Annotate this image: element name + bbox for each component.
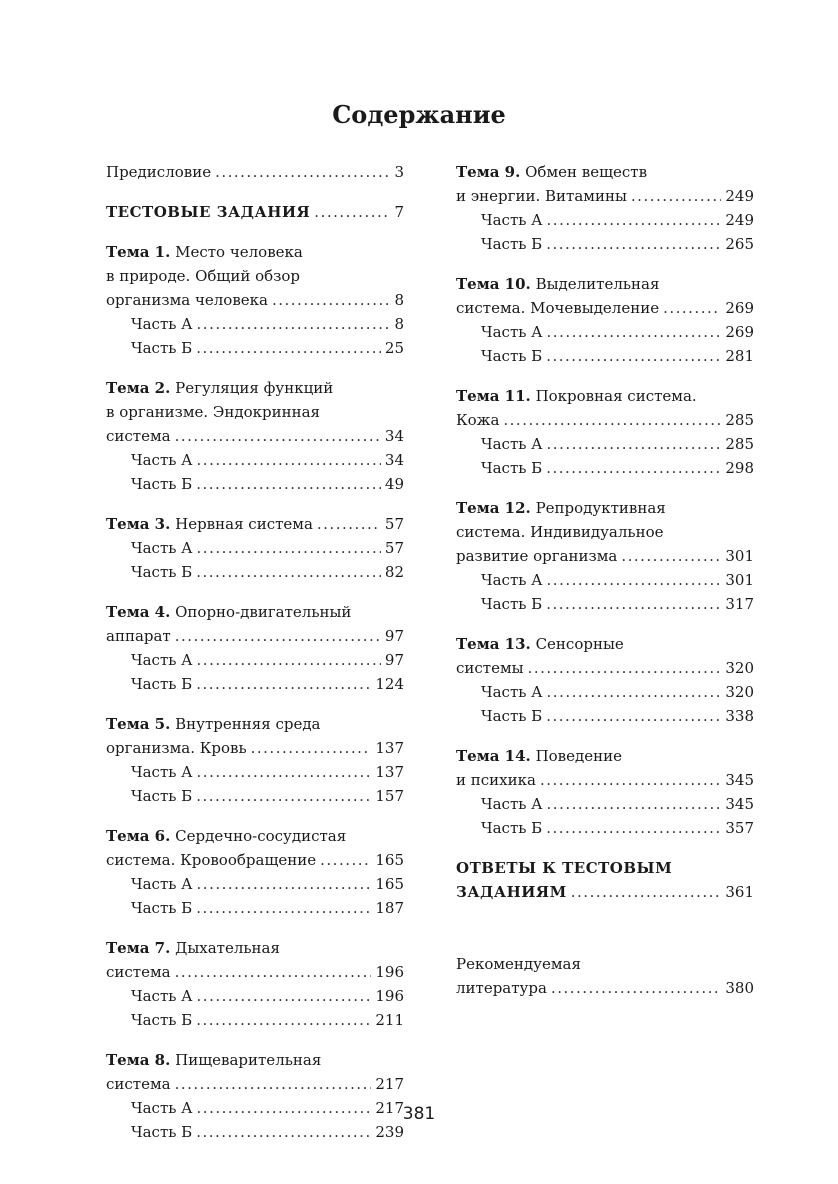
- toc-entry-label: Часть Б: [131, 787, 193, 805]
- toc-line: [106, 624, 404, 648]
- toc-line: [106, 824, 404, 848]
- toc-subentry-part-b[interactable]: [456, 344, 754, 368]
- toc-line: [456, 656, 754, 680]
- toc-page-number: 34: [384, 427, 404, 445]
- toc-entry-label: [456, 744, 622, 768]
- topic-title: Обмен веществ: [525, 163, 648, 181]
- toc-page-number: 269: [725, 323, 754, 341]
- toc-entry-label: [106, 848, 316, 872]
- toc-leader-dots: [663, 296, 721, 320]
- topic-title: Пищеварительная: [175, 1051, 322, 1069]
- toc-entry-label: [456, 520, 663, 544]
- topic-title: организма человека: [106, 291, 268, 309]
- toc-leader-dots: [546, 456, 721, 480]
- toc-leader-dots: [317, 512, 381, 536]
- topic-title: Репродуктивная: [535, 499, 666, 517]
- toc-line: [106, 736, 404, 760]
- toc-leader-dots: [546, 344, 721, 368]
- toc-entry-topic-2[interactable]: [106, 376, 404, 496]
- toc-page-number: 239: [375, 1123, 404, 1141]
- toc-leader-dots: [197, 648, 381, 672]
- toc-line: [106, 936, 404, 960]
- toc-line: [456, 496, 754, 520]
- toc-line: [456, 744, 754, 768]
- topic-title: Место человека: [175, 243, 303, 261]
- toc-page-number: 165: [375, 851, 404, 869]
- toc-leader-dots: [547, 680, 722, 704]
- toc-line: [456, 520, 754, 544]
- toc-leader-dots: [546, 816, 721, 840]
- toc-leader-dots: [547, 792, 722, 816]
- toc-entry-label: Часть А: [131, 539, 193, 557]
- topic-title: Внутренняя среда: [175, 715, 321, 733]
- topic-title: система: [106, 427, 171, 445]
- toc-subentry-part-a[interactable]: [456, 792, 754, 816]
- toc-leader-dots: [551, 976, 721, 1000]
- toc-entry-label: [456, 160, 647, 184]
- toc-entry-label: [456, 296, 659, 320]
- toc-entry-label: Часть А: [481, 571, 543, 589]
- topic-number: Тема 11.: [456, 387, 531, 405]
- toc-subentry-part-a[interactable]: [106, 448, 404, 472]
- toc-entry-label: Часть Б: [131, 475, 193, 493]
- toc-subentry-part-a[interactable]: [456, 208, 754, 232]
- toc-entry-label: [106, 1048, 321, 1072]
- toc-leader-dots: [175, 624, 381, 648]
- toc-entry-topic-6[interactable]: [106, 824, 404, 920]
- toc-page-number: 281: [725, 347, 754, 365]
- toc-entry-label: [456, 184, 627, 208]
- toc-line: [456, 160, 754, 184]
- toc-line: [456, 632, 754, 656]
- toc-column-right: [456, 160, 754, 1000]
- toc-leader-dots: [197, 760, 372, 784]
- toc-gap: [106, 360, 404, 376]
- topic-title: и психика: [456, 771, 536, 789]
- toc-page-number: 124: [375, 675, 404, 693]
- toc-entry-label: Часть Б: [131, 339, 193, 357]
- toc-entry-label: [106, 936, 280, 960]
- toc-entry-preface[interactable]: [106, 160, 404, 184]
- toc-leader-dots: [571, 880, 722, 904]
- toc-line: [106, 712, 404, 736]
- toc-entry-label: Часть Б: [481, 707, 543, 725]
- toc-gap: [456, 616, 754, 632]
- toc-entry-topic-14[interactable]: [456, 744, 754, 840]
- toc-page-number: 82: [384, 563, 404, 581]
- toc-subentry-part-b[interactable]: [106, 336, 404, 360]
- topic-title: Кожа: [456, 411, 500, 429]
- toc-page-number: 187: [375, 899, 404, 917]
- toc-leader-dots: [197, 448, 381, 472]
- toc-leader-dots: [546, 592, 721, 616]
- toc-page-number: 157: [375, 787, 404, 805]
- toc-entry-label: Часть Б: [131, 675, 193, 693]
- toc-entry-label: [106, 960, 171, 984]
- toc-entry-label: литература: [456, 979, 547, 997]
- toc-gap: [456, 256, 754, 272]
- toc-leader-dots: [547, 208, 722, 232]
- toc-entry-label: [106, 424, 171, 448]
- toc-entry-answers[interactable]: [456, 856, 754, 904]
- toc-page-number: 97: [384, 651, 404, 669]
- toc-gap: [106, 584, 404, 600]
- toc-page-number: 380: [725, 979, 754, 997]
- toc-entry-topic-9[interactable]: [456, 160, 754, 256]
- topic-title: система. Кровообращение: [106, 851, 317, 869]
- toc-subentry-part-b[interactable]: [106, 896, 404, 920]
- toc-subentry-part-a[interactable]: [456, 568, 754, 592]
- toc-subentry-part-a[interactable]: [106, 536, 404, 560]
- page-number: 381: [402, 1104, 436, 1124]
- topic-title: Сердечно-сосудистая: [175, 827, 347, 845]
- toc-page-number: 345: [725, 795, 754, 813]
- toc-gap: [106, 1032, 404, 1048]
- toc-entry-label: Предисловие: [106, 163, 212, 181]
- toc-entry-label: Часть А: [481, 211, 543, 229]
- toc-leader-dots: [320, 848, 371, 872]
- topic-title: Поведение: [535, 747, 622, 765]
- toc-gap: [106, 496, 404, 512]
- toc-leader-dots: [196, 784, 371, 808]
- toc-subentry-part-b[interactable]: [456, 704, 754, 728]
- toc-entry-label: [456, 496, 666, 520]
- topic-number: Тема 14.: [456, 747, 531, 765]
- topic-number: Тема 9.: [456, 163, 521, 181]
- toc-line: [456, 544, 754, 568]
- toc-leader-dots: [314, 200, 390, 224]
- toc-leader-dots: [215, 160, 390, 184]
- toc-page-number: 320: [725, 659, 754, 677]
- toc-page-number: 97: [384, 627, 404, 645]
- toc-page-number: 196: [375, 987, 404, 1005]
- toc-entry-label: Часть А: [131, 451, 193, 469]
- toc-line: [106, 240, 404, 264]
- toc-entry-label: Часть Б: [481, 819, 543, 837]
- toc-leader-dots: [251, 736, 372, 760]
- toc-line: [456, 272, 754, 296]
- toc-line: [106, 600, 404, 624]
- toc-entry-label: [106, 264, 300, 288]
- toc-leader-dots: [196, 1008, 371, 1032]
- toc-entry-label: [106, 624, 171, 648]
- topic-title: Сенсорные: [535, 635, 624, 653]
- topic-number: Тема 6.: [106, 827, 171, 845]
- toc-line: [456, 296, 754, 320]
- topic-title: организма. Кровь: [106, 739, 247, 757]
- toc-leader-dots: [196, 336, 381, 360]
- toc-subentry-part-a[interactable]: [106, 312, 404, 336]
- toc-leader-dots: [547, 320, 722, 344]
- toc-leader-dots: [631, 184, 721, 208]
- toc-entry-label: [106, 736, 247, 760]
- toc-subentry-part-b[interactable]: [106, 672, 404, 696]
- topic-title: и энергии. Витамины: [456, 187, 627, 205]
- toc-page-number: 345: [725, 771, 754, 789]
- toc-entry-label: Часть А: [131, 987, 193, 1005]
- toc-entry-topic-11[interactable]: [456, 384, 754, 480]
- toc-gap: [106, 920, 404, 936]
- toc-line: [106, 960, 404, 984]
- toc-line: [106, 264, 404, 288]
- toc-leader-dots: [197, 536, 381, 560]
- toc-entry-label: ЗАДАНИЯМ: [456, 883, 567, 901]
- toc-page-number: 357: [725, 819, 754, 837]
- toc-line: [106, 288, 404, 312]
- toc-subentry-part-b[interactable]: [106, 784, 404, 808]
- toc-entry-label: Часть А: [131, 1099, 193, 1117]
- toc-entry-label: Часть Б: [481, 235, 543, 253]
- toc-leader-dots: [546, 232, 721, 256]
- toc-page-number: 265: [725, 235, 754, 253]
- toc-leader-dots: [175, 960, 372, 984]
- toc-page-number: 317: [725, 595, 754, 613]
- toc-line: [456, 768, 754, 792]
- toc-subentry-part-b[interactable]: [106, 1008, 404, 1032]
- toc-line: [106, 424, 404, 448]
- toc-entry-topic-4[interactable]: [106, 600, 404, 696]
- toc-entry-topic-3[interactable]: [106, 512, 404, 584]
- toc-page-number: 249: [725, 187, 754, 205]
- page-title: Содержание: [332, 100, 506, 129]
- toc-entry-label: Часть А: [481, 435, 543, 453]
- toc-subentry-part-a[interactable]: [106, 872, 404, 896]
- topic-number: Тема 8.: [106, 1051, 171, 1069]
- toc-line: [106, 400, 404, 424]
- toc-entry-topic-5[interactable]: [106, 712, 404, 808]
- topic-title: в организме. Эндокринная: [106, 403, 321, 421]
- toc-page-number: 196: [375, 963, 404, 981]
- topic-title: в природе. Общий обзор: [106, 267, 301, 285]
- toc-page-number: 7: [394, 203, 404, 221]
- toc-entry-label: Часть Б: [131, 899, 193, 917]
- toc-line: [456, 184, 754, 208]
- toc-column-left: [106, 160, 404, 1144]
- toc-entry-label: Часть Б: [131, 1123, 193, 1141]
- topic-title: Нервная система: [175, 515, 313, 533]
- toc-leader-dots: [540, 768, 721, 792]
- toc-subentry-part-b[interactable]: [106, 472, 404, 496]
- toc-entry-label: ОТВЕТЫ К ТЕСТОВЫМ: [456, 859, 673, 877]
- toc-entry-label: Часть А: [131, 763, 193, 781]
- toc-gap: [456, 368, 754, 384]
- toc-line: [106, 1048, 404, 1072]
- toc-entry-tests[interactable]: [106, 200, 404, 224]
- toc-entry-label: [456, 408, 499, 432]
- topic-number: Тема 13.: [456, 635, 531, 653]
- toc-page-number: 57: [384, 515, 404, 533]
- toc-entry-label: Часть А: [131, 875, 193, 893]
- toc-leader-dots: [175, 424, 381, 448]
- toc-page-number: 137: [375, 763, 404, 781]
- toc-page-number: 8: [394, 315, 404, 333]
- toc-entry-label: Часть А: [481, 683, 543, 701]
- toc-gap: [106, 696, 404, 712]
- toc-entry-topic-8[interactable]: [106, 1048, 404, 1144]
- toc-leader-dots: [197, 312, 391, 336]
- toc-entry-label: ТЕСТОВЫЕ ЗАДАНИЯ: [106, 203, 311, 221]
- toc-page-number: 301: [725, 547, 754, 565]
- toc-entry-literature[interactable]: [456, 952, 754, 1000]
- topic-number: Тема 4.: [106, 603, 171, 621]
- toc-page-number: 57: [384, 539, 404, 557]
- toc-line: [106, 512, 404, 536]
- toc-entry-label: Часть А: [131, 315, 193, 333]
- toc-leader-dots: [621, 544, 721, 568]
- topic-number: Тема 1.: [106, 243, 171, 261]
- toc-entry-topic-12[interactable]: [456, 496, 754, 616]
- topic-title: Регуляция функций: [175, 379, 334, 397]
- toc-page-number: 165: [375, 875, 404, 893]
- topic-title: развитие организма: [456, 547, 618, 565]
- toc-page-number: 3: [394, 163, 404, 181]
- toc-leader-dots: [546, 704, 721, 728]
- toc-subentry-part-b[interactable]: [456, 456, 754, 480]
- toc-entry-topic-13[interactable]: [456, 632, 754, 728]
- topic-number: Тема 2.: [106, 379, 171, 397]
- toc-page-number: 49: [384, 475, 404, 493]
- toc-entry-topic-10[interactable]: [456, 272, 754, 368]
- topic-title: система: [106, 963, 171, 981]
- toc-entry-label: [106, 288, 268, 312]
- toc-line: [106, 376, 404, 400]
- toc-leader-dots: [196, 896, 371, 920]
- toc-leader-dots: [547, 432, 722, 456]
- topic-title: система. Мочевыделение: [456, 299, 660, 317]
- toc-entry-label: Часть Б: [481, 459, 543, 477]
- toc-page-number: 217: [375, 1075, 404, 1093]
- toc-page-number: 34: [384, 451, 404, 469]
- toc-leader-dots: [547, 568, 722, 592]
- toc-line: [106, 848, 404, 872]
- toc-page-number: 269: [725, 299, 754, 317]
- toc-subentry-part-a[interactable]: [456, 432, 754, 456]
- toc-page-number: 137: [375, 739, 404, 757]
- toc-leader-dots: [196, 560, 381, 584]
- topic-title: Покровная система.: [535, 387, 697, 405]
- toc-page-number: 217: [375, 1099, 404, 1117]
- toc-entry-label: Часть Б: [481, 595, 543, 613]
- toc-leader-dots: [197, 984, 372, 1008]
- toc-entry-label: Рекомендуемая: [456, 955, 581, 973]
- topic-number: Тема 12.: [456, 499, 531, 517]
- topic-title: система: [106, 1075, 171, 1093]
- toc-entry-label: [456, 384, 697, 408]
- toc-entry-label: [106, 600, 351, 624]
- toc-page-number: 361: [725, 883, 754, 901]
- toc-entry-topic-7[interactable]: [106, 936, 404, 1032]
- toc-subentry-part-b[interactable]: [106, 560, 404, 584]
- toc-gap: [456, 728, 754, 744]
- topic-title: Опорно-двигательный: [175, 603, 352, 621]
- toc-page-number: 8: [394, 291, 404, 309]
- toc-entry-label: [456, 632, 624, 656]
- toc-leader-dots: [197, 872, 372, 896]
- toc-entry-label: [456, 544, 617, 568]
- topic-number: Тема 5.: [106, 715, 171, 733]
- toc-entry-label: Часть Б: [131, 563, 193, 581]
- toc-entry-label: [106, 512, 313, 536]
- toc-line: [456, 408, 754, 432]
- toc-leader-dots: [196, 672, 371, 696]
- toc-entry-label: Часть А: [481, 323, 543, 341]
- toc-page-number: 298: [725, 459, 754, 477]
- toc-leader-dots: [196, 472, 381, 496]
- toc-subentry-part-b[interactable]: [456, 816, 754, 840]
- toc-leader-dots: [175, 1072, 372, 1096]
- toc-entry-label: [106, 824, 346, 848]
- toc-entry-label: [106, 712, 321, 736]
- toc-entry-label: [106, 1072, 171, 1096]
- topic-title: система. Индивидуальное: [456, 523, 664, 541]
- topic-number: Тема 7.: [106, 939, 171, 957]
- toc-entry-label: [456, 656, 524, 680]
- toc-page-number: 25: [384, 339, 404, 357]
- toc-subentry-part-a[interactable]: [456, 680, 754, 704]
- toc-entry-label: Часть А: [131, 651, 193, 669]
- toc-entry-label: Часть Б: [481, 347, 543, 365]
- toc-page-number: 249: [725, 211, 754, 229]
- toc-entry-topic-1[interactable]: [106, 240, 404, 360]
- toc-line: [106, 1072, 404, 1096]
- toc-page-number: 338: [725, 707, 754, 725]
- toc-subentry-part-b[interactable]: [456, 592, 754, 616]
- topic-number: Тема 3.: [106, 515, 171, 533]
- toc-page-number: 285: [725, 411, 754, 429]
- topic-title: Выделительная: [535, 275, 660, 293]
- toc-line: [456, 384, 754, 408]
- toc-entry-label: Часть Б: [131, 1011, 193, 1029]
- toc-leader-dots: [528, 656, 722, 680]
- topic-title: аппарат: [106, 627, 171, 645]
- toc-entry-label: [456, 272, 659, 296]
- toc-page-number: 301: [725, 571, 754, 589]
- toc-page-number: 211: [375, 1011, 404, 1029]
- topic-title: системы: [456, 659, 524, 677]
- topic-number: Тема 10.: [456, 275, 531, 293]
- toc-leader-dots: [503, 408, 721, 432]
- toc-entry-label: Часть А: [481, 795, 543, 813]
- toc-leader-dots: [272, 288, 390, 312]
- toc-gap: [106, 808, 404, 824]
- toc-page-number: 320: [725, 683, 754, 701]
- toc-entry-label: [106, 240, 303, 264]
- toc-subentry-part-a[interactable]: [456, 320, 754, 344]
- toc-subentry-part-a[interactable]: [106, 984, 404, 1008]
- toc-subentry-part-a[interactable]: [106, 648, 404, 672]
- toc-subentry-part-b[interactable]: [456, 232, 754, 256]
- toc-entry-label: [106, 400, 320, 424]
- toc-subentry-part-a[interactable]: [106, 760, 404, 784]
- toc-page-number: 285: [725, 435, 754, 453]
- topic-title: Дыхательная: [175, 939, 280, 957]
- toc-entry-label: [106, 376, 333, 400]
- toc-entry-label: [456, 768, 536, 792]
- toc-gap: [456, 480, 754, 496]
